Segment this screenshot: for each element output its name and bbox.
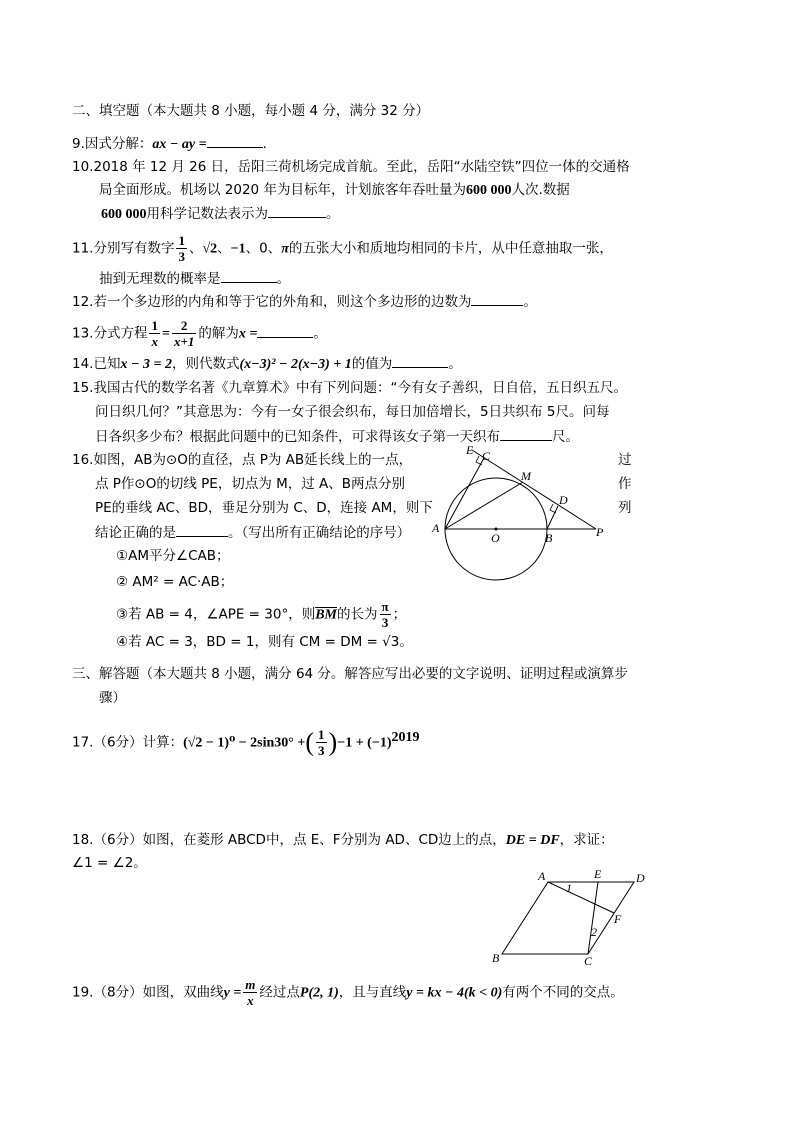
q11-frac-den: 3	[178, 249, 185, 264]
label-o: O	[491, 531, 500, 545]
question-13	[72, 318, 327, 349]
q16-number: 16.	[72, 452, 94, 468]
q11-sep1: 、	[188, 240, 203, 257]
q17-left-paren: (	[305, 727, 315, 757]
q12-answer-blank	[471, 291, 523, 306]
q17-right-paren: )	[328, 727, 338, 757]
q9-text: 因式分解：	[84, 136, 153, 152]
q16-opt3b: 的长为	[337, 606, 378, 623]
q16-line4b: 。（写出所有正确结论的序号）	[228, 525, 411, 541]
q19-pre: （8分）如图，双曲线	[93, 984, 224, 1001]
label-angle-2: 2	[591, 925, 597, 939]
question-19	[72, 977, 624, 1008]
q11-sqrt: √2	[202, 241, 218, 257]
q10-line2b: 人次.数据	[511, 182, 570, 198]
q19-y: y =	[223, 985, 242, 1001]
q16-line2-right: 作	[618, 476, 632, 492]
q17-exponent: 2019	[391, 730, 420, 745]
section3-heading-line2: 骤）	[99, 690, 126, 706]
q18-de-df: DE = DF	[505, 833, 560, 848]
q15-line2: 问日织几何？”其意思为：今有一女子很会织布，每日加倍增长，5日共织布 5尺。问每	[95, 404, 610, 420]
line-ac	[445, 458, 484, 529]
q9-answer-blank	[207, 133, 263, 148]
q11-answer-blank	[221, 268, 277, 283]
q16-opt3-frac-num: π	[381, 599, 389, 614]
q13-fraction-2	[172, 318, 196, 349]
q10-line3num: 600 000	[101, 207, 147, 222]
q13-mid: 的解为	[198, 325, 239, 342]
q10-end: 。	[326, 206, 340, 222]
q16-opt3-frac-den: 3	[381, 615, 389, 630]
question-14	[72, 353, 462, 375]
q16-opt3a: ③若 AB = 4，∠APE = 30°，则	[116, 606, 316, 623]
q11-post: 的五张大小和质地均相同的卡片，从中任意抽取一张，	[288, 240, 613, 257]
q17-frac-num: 1	[318, 727, 325, 742]
q14-answer-blank	[392, 353, 448, 368]
q15-line3: 日各织多少布？根据此问题中的已知条件，可求得该女子第一天织布	[95, 429, 500, 445]
q17-fraction	[316, 727, 327, 758]
question-10-line1	[72, 157, 630, 177]
q11-line2: 抽到无理数的概率是	[99, 271, 221, 287]
q15-line1: 我国古代的数学名著《九章算术》中有下列问题：“今有女子善织，日自倍，五日织五尺。	[93, 380, 627, 396]
q14-condition: x − 3 = 2	[120, 357, 172, 372]
line-bd	[547, 506, 558, 529]
q13-f2-num: 2	[172, 318, 196, 334]
q11-pre: 分别写有数字	[93, 240, 175, 257]
question-11-line1	[72, 233, 613, 264]
label-a: A	[538, 869, 546, 883]
q19-fraction	[243, 977, 257, 1008]
q17-number: 17.	[72, 734, 94, 751]
q16-option-1: ①AM平分∠CAB；	[116, 548, 230, 564]
q16-opt3-fraction	[380, 599, 391, 630]
label-b: B	[545, 531, 553, 545]
q17-frac-den: 3	[318, 743, 325, 758]
q13-pre: 分式方程	[93, 325, 148, 342]
q13-f2-den: x+1	[173, 334, 195, 349]
q16-option-2: ② AM² = AC·AB；	[116, 574, 234, 590]
q17-pre: （6分）计算：	[93, 734, 184, 751]
q19-point: P(2, 1)	[299, 985, 339, 1001]
q13-fraction-1	[149, 318, 160, 349]
q11-sep2: 、	[217, 240, 231, 257]
q17-expr-b: −1 + (−1)	[337, 735, 392, 751]
q16-line1: 如图，AB为⊙O的直径，点 P为 AB延长线上的一点，	[93, 452, 413, 468]
question-18-line1	[72, 830, 614, 851]
q14-end: 。	[448, 356, 462, 372]
q19-mid2: ，且与直线	[338, 984, 407, 1001]
q16-answer-blank	[176, 522, 228, 537]
segment-ec	[588, 882, 598, 954]
q15-answer-blank	[500, 426, 552, 441]
q10-line3: 用科学记数法表示为	[146, 206, 268, 222]
q14-post: 的值为	[351, 356, 393, 372]
question-16-line1	[72, 450, 412, 470]
q16-opt3-end: ；	[392, 606, 407, 623]
q19-frac-den: x	[247, 993, 254, 1008]
q10-line2num: 600 000	[465, 183, 512, 198]
tangent-pe	[472, 450, 596, 529]
label-d: D	[559, 493, 568, 507]
q18-rhombus-figure	[484, 866, 652, 966]
q11-fraction	[176, 233, 187, 264]
q11-frac-num: 1	[178, 233, 185, 248]
q16-line4: 结论正确的是	[95, 525, 176, 541]
q13-x: x =	[238, 326, 258, 342]
q12-end: 。	[523, 294, 537, 310]
q11-number: 11.	[72, 240, 94, 257]
label-c: C	[584, 954, 593, 966]
q15-end: 尺。	[552, 429, 579, 445]
label-p: P	[596, 525, 604, 539]
label-e: E	[466, 444, 474, 457]
q11-sep3: 、0、	[245, 240, 282, 257]
q14-mid: ，则代数式	[171, 356, 240, 372]
question-10-line3	[101, 203, 340, 225]
q16-line1-right: 过	[618, 452, 632, 468]
q10-number: 10.	[72, 159, 94, 175]
question-12	[72, 291, 537, 312]
q9-end: .	[262, 136, 267, 152]
section3-heading-line1: 三、解答题（本大题共 8 小题，满分 64 分。解答应写出必要的文字说明、证明过程或演算步	[72, 666, 628, 682]
q10-line1: 2018 年 12 月 26 日，岳阳三荷机场完成首航。至此，岳阳“水陆空铁”四位一体的交通格	[93, 159, 630, 175]
q14-number: 14.	[72, 356, 94, 372]
section2-heading: 二、填空题（本大题共 8 小题，每小题 4 分，满分 32 分）	[72, 103, 430, 119]
q15-number: 15.	[72, 380, 94, 396]
q16-line2: 点 P作⊙O的切线 PE，切点为 M，过 A、B两点分别	[95, 476, 406, 492]
line-am	[445, 482, 523, 529]
label-e: E	[594, 867, 602, 881]
label-a: A	[432, 521, 440, 535]
q10-line2a: 局全面形成。机场以 2020 年为目标年，计划旅客年吞吐量为	[99, 182, 466, 198]
label-f: F	[614, 912, 622, 926]
q14-expression: (x−3)² − 2(x−3) + 1	[239, 357, 352, 372]
q19-line: y = kx − 4(k < 0)	[406, 985, 503, 1001]
q17-expr-a: (√2 − 1)⁰ − 2sin30° +	[183, 735, 306, 751]
q19-frac-num: m	[245, 977, 256, 992]
q11-end: 。	[276, 271, 290, 287]
q11-pi: π	[281, 241, 289, 257]
q16-option-4: ④若 AC = 3，BD = 1，则有 CM = DM = √3。	[116, 634, 413, 650]
q9-number: 9.	[72, 136, 85, 152]
q18-line2: ∠1 = ∠2。	[72, 855, 147, 871]
label-angle-1: 1	[566, 881, 572, 895]
q9-expression: ax − ay =	[152, 137, 207, 152]
q18-line1a: （6分）如图，在菱形 ABCD中，点 E、F分别为 AD、CD边上的点，	[93, 832, 506, 848]
question-10-line2	[99, 180, 570, 201]
question-16-line4	[95, 522, 410, 543]
q11-neg1: −1	[230, 241, 246, 257]
question-11-line2	[99, 268, 290, 289]
question-17	[72, 727, 419, 758]
q16-option-3	[116, 599, 406, 630]
q14-pre: 已知	[93, 356, 121, 372]
q10-answer-blank	[268, 203, 326, 218]
q16-opt3-arc: $\overline{BM}$	[315, 607, 338, 623]
q12-text: 若一个多边形的内角和等于它的外角和，则这个多边形的边数为	[93, 294, 472, 310]
label-d: D	[636, 871, 645, 885]
q13-f1-den: x	[151, 334, 158, 349]
q12-number: 12.	[72, 294, 94, 310]
question-15-line1	[72, 378, 627, 398]
label-b: B	[492, 951, 500, 965]
q19-number: 19.	[72, 984, 94, 1001]
q16-line3-right: 列	[618, 500, 632, 516]
q13-equals: =	[161, 326, 170, 342]
question-9	[72, 133, 267, 155]
q18-number: 18.	[72, 832, 94, 848]
q16-circle-figure	[428, 444, 610, 590]
q13-number: 13.	[72, 325, 94, 342]
q19-mid: 经过点	[259, 984, 300, 1001]
q19-post: 有两个不同的交点。	[502, 984, 624, 1001]
q13-end: 。	[313, 325, 327, 342]
q16-line3: PE的垂线 AC、BD，垂足分别为 C、D，连接 AM，则下	[95, 500, 433, 516]
q13-f1-num: 1	[151, 318, 158, 333]
segment-af	[548, 882, 614, 913]
label-c: C	[482, 449, 491, 463]
q13-answer-blank	[257, 323, 313, 338]
q18-line1b: ，求证：	[559, 832, 614, 848]
label-m: M	[521, 469, 531, 483]
